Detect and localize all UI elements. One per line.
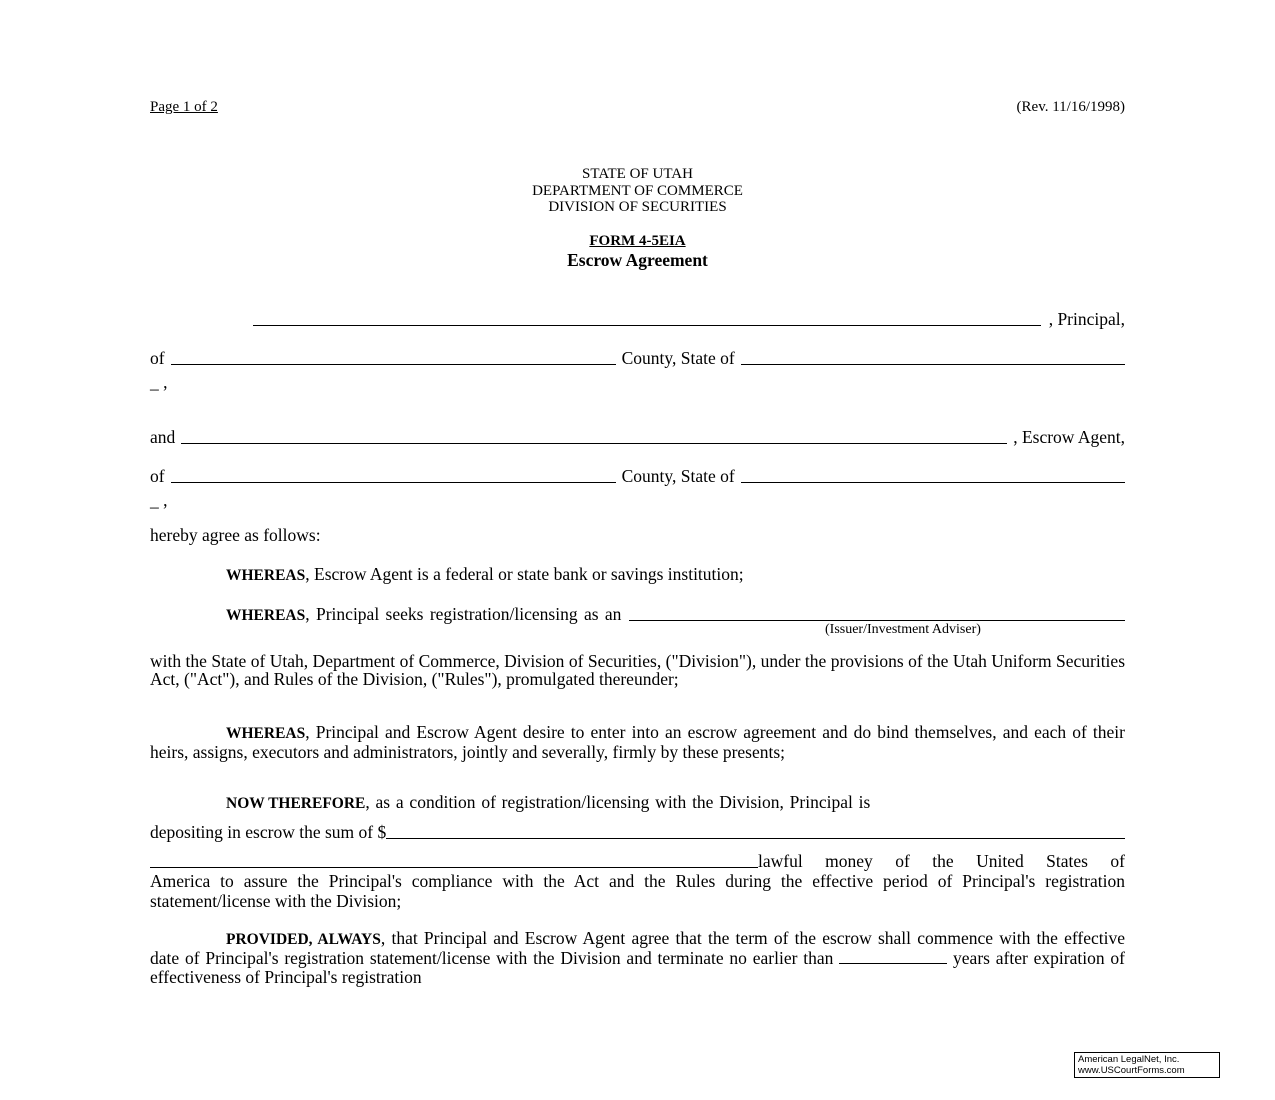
- escrow-agent-row: [150, 427, 1125, 448]
- lawful-money-row: [150, 851, 1125, 872]
- provided-always-text-end: years after expiration of effectiveness of Principal's registration: [150, 948, 1125, 988]
- principal-state-tail: _ ,: [150, 372, 168, 392]
- principal-county-blank[interactable]: [171, 363, 616, 365]
- whereas-lead: WHEREAS: [226, 725, 306, 742]
- whereas-registration-text: , Principal seeks registration/licensing as an: [305, 604, 622, 624]
- whereas-lead: WHEREAS: [226, 607, 306, 624]
- whereas-registration-clause: [226, 604, 1125, 625]
- header-line-state: STATE OF UTAH: [582, 166, 693, 182]
- deposit-row: [150, 822, 1125, 843]
- of-label: of: [150, 348, 165, 368]
- stamp-company: American LegalNet, Inc.: [1078, 1054, 1180, 1065]
- county-state-label: County, State of: [621, 466, 735, 486]
- principal-name-blank[interactable]: [253, 324, 1041, 326]
- escrow-agent-name-blank[interactable]: [181, 442, 1007, 444]
- agree-clause: hereby agree as follows:: [150, 525, 321, 545]
- agent-county-blank[interactable]: [171, 481, 616, 483]
- of-label: of: [150, 466, 165, 486]
- principal-row: [150, 309, 1125, 330]
- principal-county-row: [150, 348, 1125, 369]
- form-number: FORM 4-5EIA: [589, 233, 686, 249]
- whereas-escrow-clause: [150, 723, 1125, 761]
- agent-state-blank[interactable]: [741, 481, 1125, 483]
- page-number: Page 1 of 2: [150, 99, 218, 115]
- registration-type-blank[interactable]: [629, 619, 1125, 621]
- deposit-label: depositing in escrow the sum of $: [150, 822, 387, 842]
- and-label: and: [150, 427, 176, 447]
- amount-words-blank[interactable]: [150, 866, 758, 868]
- header-line-department: DEPARTMENT OF COMMERCE: [532, 182, 743, 199]
- lawful-money-text: lawful money of the United States of: [758, 851, 1125, 871]
- agency-header: [150, 166, 1125, 216]
- principal-label: , Principal,: [1048, 309, 1125, 329]
- now-therefore-clause: [150, 793, 1125, 813]
- division-paragraph: with the State of Utah, Department of Commerce, Division of Securities, ("Division"), under the provisions of the Utah Uniform Securities Act, ("Act"), and Rules of the Division, ("Rules"), promulgated thereunder;: [150, 651, 1125, 690]
- years-blank[interactable]: [839, 949, 947, 964]
- provided-always-lead: PROVIDED, ALWAYS: [226, 931, 381, 948]
- escrow-agent-label: , Escrow Agent,: [1013, 427, 1125, 447]
- whereas-bank-text: , Escrow Agent is a federal or state bank or savings institution;: [305, 564, 744, 584]
- deposit-amount-blank[interactable]: [386, 837, 1125, 839]
- agent-county-row: [150, 466, 1125, 487]
- provided-always-text: , that Principal and Escrow Agent agree that the term of the escrow shall commence with the effective date of Principal's registration statement/license with the Division and terminate no earlier than: [150, 928, 1125, 969]
- compliance-paragraph: America to assure the Principal's compliance with the Act and the Rules during the effective period of Principal's registration statement/license with the Division;: [150, 871, 1125, 911]
- registration-type-caption: (Issuer/Investment Adviser): [825, 622, 981, 637]
- agent-state-tail: _ ,: [150, 490, 168, 510]
- form-title: Escrow Agreement: [567, 250, 708, 270]
- whereas-escrow-text: , Principal and Escrow Agent desire to enter into an escrow agreement and do bind themselves, and each of their heirs, assigns, executors and administrators, jointly and severally, firmly by these presents;: [150, 722, 1125, 763]
- header-line-division: DIVISION OF SECURITIES: [548, 199, 727, 215]
- whereas-lead: WHEREAS: [226, 567, 306, 584]
- principal-state-blank[interactable]: [741, 363, 1125, 365]
- stamp-website: www.USCourtForms.com: [1078, 1065, 1185, 1076]
- whereas-bank-clause: [226, 564, 744, 585]
- revision-date: (Rev. 11/16/1998): [1016, 99, 1125, 115]
- provided-always-clause: [150, 929, 1125, 988]
- now-therefore-text: , as a condition of registration/licensing with the Division, Principal is: [365, 792, 871, 812]
- legalnet-stamp: [1074, 1052, 1220, 1078]
- now-therefore-lead: NOW THEREFORE: [226, 795, 366, 812]
- county-state-label: County, State of: [621, 348, 735, 368]
